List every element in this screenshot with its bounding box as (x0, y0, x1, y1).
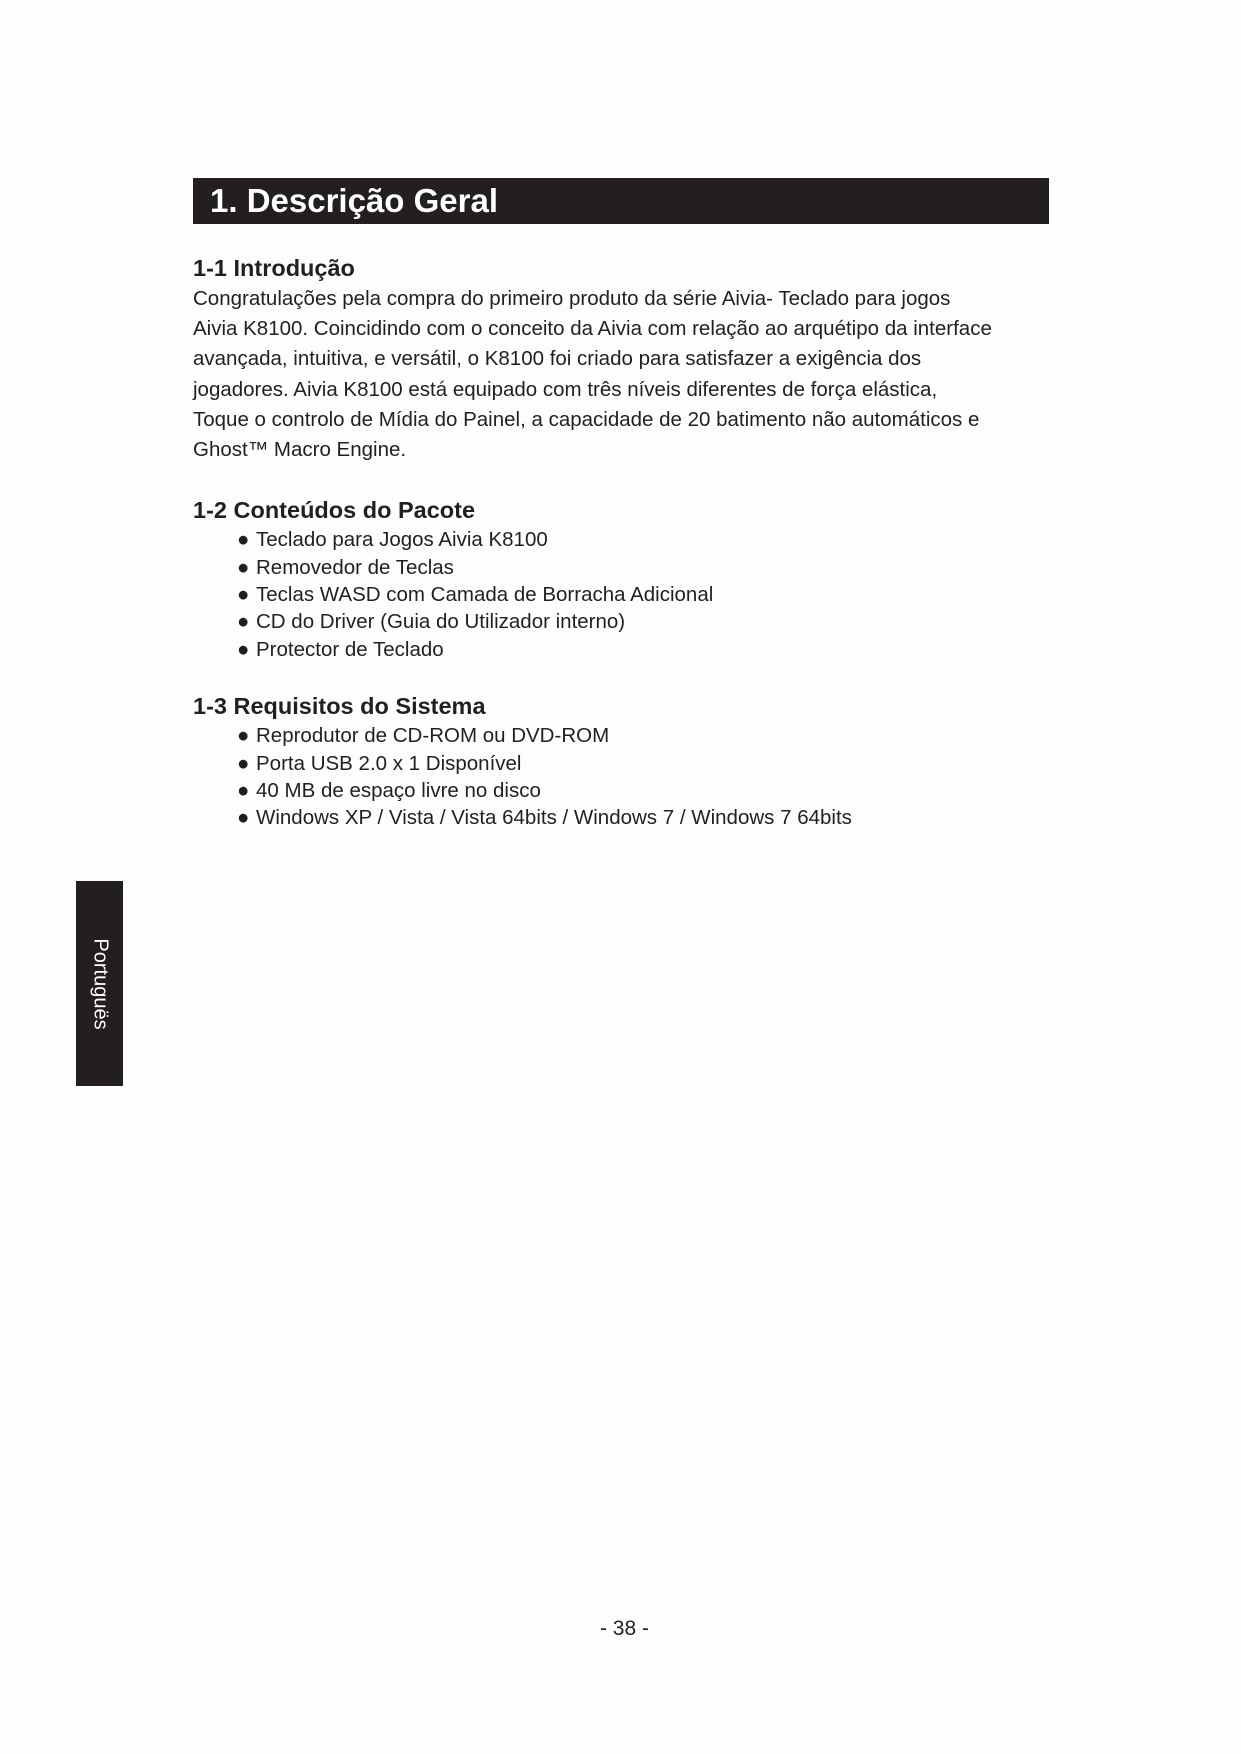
section-heading: 1-3 Requisitos do Sistema (193, 693, 486, 720)
bullet-icon: ● (237, 583, 250, 607)
list-item (237, 750, 1073, 777)
bullet-icon: ● (237, 528, 250, 552)
intro-line: jogadores. Aivia K8100 está equipado com três níveis diferentes de força elástica, (193, 377, 938, 401)
chapter-title: 1. Descrição Geral (193, 178, 1049, 224)
list-item-text: Teclas WASD com Camada de Borracha Adicional (256, 583, 714, 607)
page-number (0, 1617, 1241, 1641)
intro-line: Toque o controlo de Mídia do Painel, a capacidade de 20 batimento não automáticos e (193, 407, 980, 431)
bullet-icon: ● (237, 806, 250, 830)
list-item-text: 40 MB de espaço livre no disco (256, 779, 541, 803)
section-heading: 1-2 Conteúdos do Pacote (193, 497, 476, 524)
system-requirements-list (193, 722, 1073, 832)
list-item-text: Teclado para Jogos Aivia K8100 (256, 528, 548, 552)
list-item (237, 554, 1073, 581)
intro-paragraph (193, 284, 1073, 465)
list-item-text: Removedor de Teclas (256, 555, 454, 579)
list-item-text: CD do Driver (Guia do Utilizador interno) (256, 610, 626, 634)
bullet-icon: ● (237, 779, 250, 803)
list-item (237, 608, 1073, 635)
bullet-icon: ● (237, 637, 250, 661)
bullet-icon: ● (237, 555, 250, 579)
intro-line: Aivia K8100. Coincidindo com o conceito da Aivia com relação ao arquétipo da interface (193, 317, 992, 341)
list-item (237, 722, 1073, 749)
page-number-text: - 38 - (599, 1617, 649, 1640)
section-heading: 1-1 Introdução (193, 255, 355, 281)
package-contents-list (193, 526, 1073, 663)
list-item (237, 636, 1073, 663)
list-item (237, 526, 1073, 553)
list-item (237, 804, 1073, 831)
bullet-icon: ● (237, 610, 250, 634)
intro-line: avançada, intuitiva, e versátil, o K8100 foi criado para satisfazer a exigência dos (193, 347, 922, 371)
language-tab-label: Portuguës (89, 937, 111, 1030)
language-tab (76, 881, 123, 1086)
section-introduction (193, 252, 1073, 465)
list-item-text: Windows XP / Vista / Vista 64bits / Windows 7 / Windows 7 64bits (256, 806, 852, 830)
bullet-icon: ● (237, 751, 250, 775)
list-item (237, 581, 1073, 608)
list-item (237, 777, 1073, 804)
list-item-text: Reprodutor de CD-ROM ou DVD-ROM (256, 724, 610, 748)
intro-line: Congratulações pela compra do primeiro produto da série Aivia- Teclado para jogos (193, 287, 951, 310)
page-content (193, 252, 1073, 832)
list-item-text: Protector de Teclado (256, 637, 444, 661)
bullet-icon: ● (237, 724, 250, 748)
list-item-text: Porta USB 2.0 x 1 Disponível (256, 751, 522, 775)
section-system-requirements (193, 690, 1073, 832)
section-package-contents (193, 494, 1073, 663)
intro-line: Ghost™ Macro Engine. (193, 438, 407, 462)
